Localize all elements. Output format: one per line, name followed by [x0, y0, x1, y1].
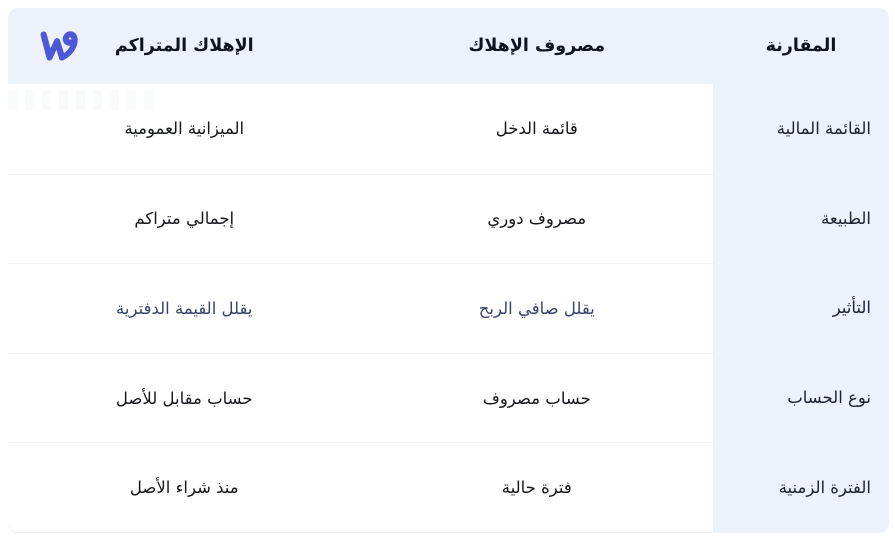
cell-accumulated-nature: إجمالي متراكم	[8, 174, 361, 264]
w-logo-icon	[37, 27, 84, 65]
cell-accumulated-effect: يقلل القيمة الدفترية	[8, 263, 361, 353]
table-row	[8, 353, 889, 443]
cell-expense-financial-statement: قائمة الدخل	[361, 84, 714, 174]
row-label-financial-statement: القائمة المالية	[713, 84, 889, 174]
row-label-nature: الطبيعة	[713, 174, 889, 264]
cell-expense-nature: مصروف دوري	[361, 174, 714, 264]
cell-expense-effect: يقلل صافي الربح	[361, 263, 714, 353]
table-row	[8, 263, 889, 353]
row-label-account-type: نوع الحساب	[713, 353, 889, 443]
table-header-row	[8, 8, 889, 84]
table-row	[8, 442, 889, 532]
table-row	[8, 174, 889, 264]
cell-accumulated-time-period: منذ شراء الأصل	[8, 442, 361, 532]
table-row	[8, 84, 889, 174]
table-body	[8, 84, 889, 532]
cell-expense-account-type: حساب مصروف	[361, 353, 714, 443]
header-comparison: المقارنة	[765, 36, 837, 56]
comparison-table-card	[8, 8, 889, 532]
cell-accumulated-financial-statement: الميزانية العمومية	[8, 84, 361, 174]
row-label-effect: التأثير	[713, 263, 889, 353]
cell-accumulated-account-type: حساب مقابل للأصل	[8, 353, 361, 443]
header-accumulated-depreciation: الإهلاك المتراكم	[114, 36, 254, 56]
row-label-time-period: الفترة الزمنية	[713, 442, 889, 532]
cell-expense-time-period: فترة حالية	[361, 442, 714, 532]
header-depreciation-expense: مصروف الإهلاك	[468, 36, 606, 56]
